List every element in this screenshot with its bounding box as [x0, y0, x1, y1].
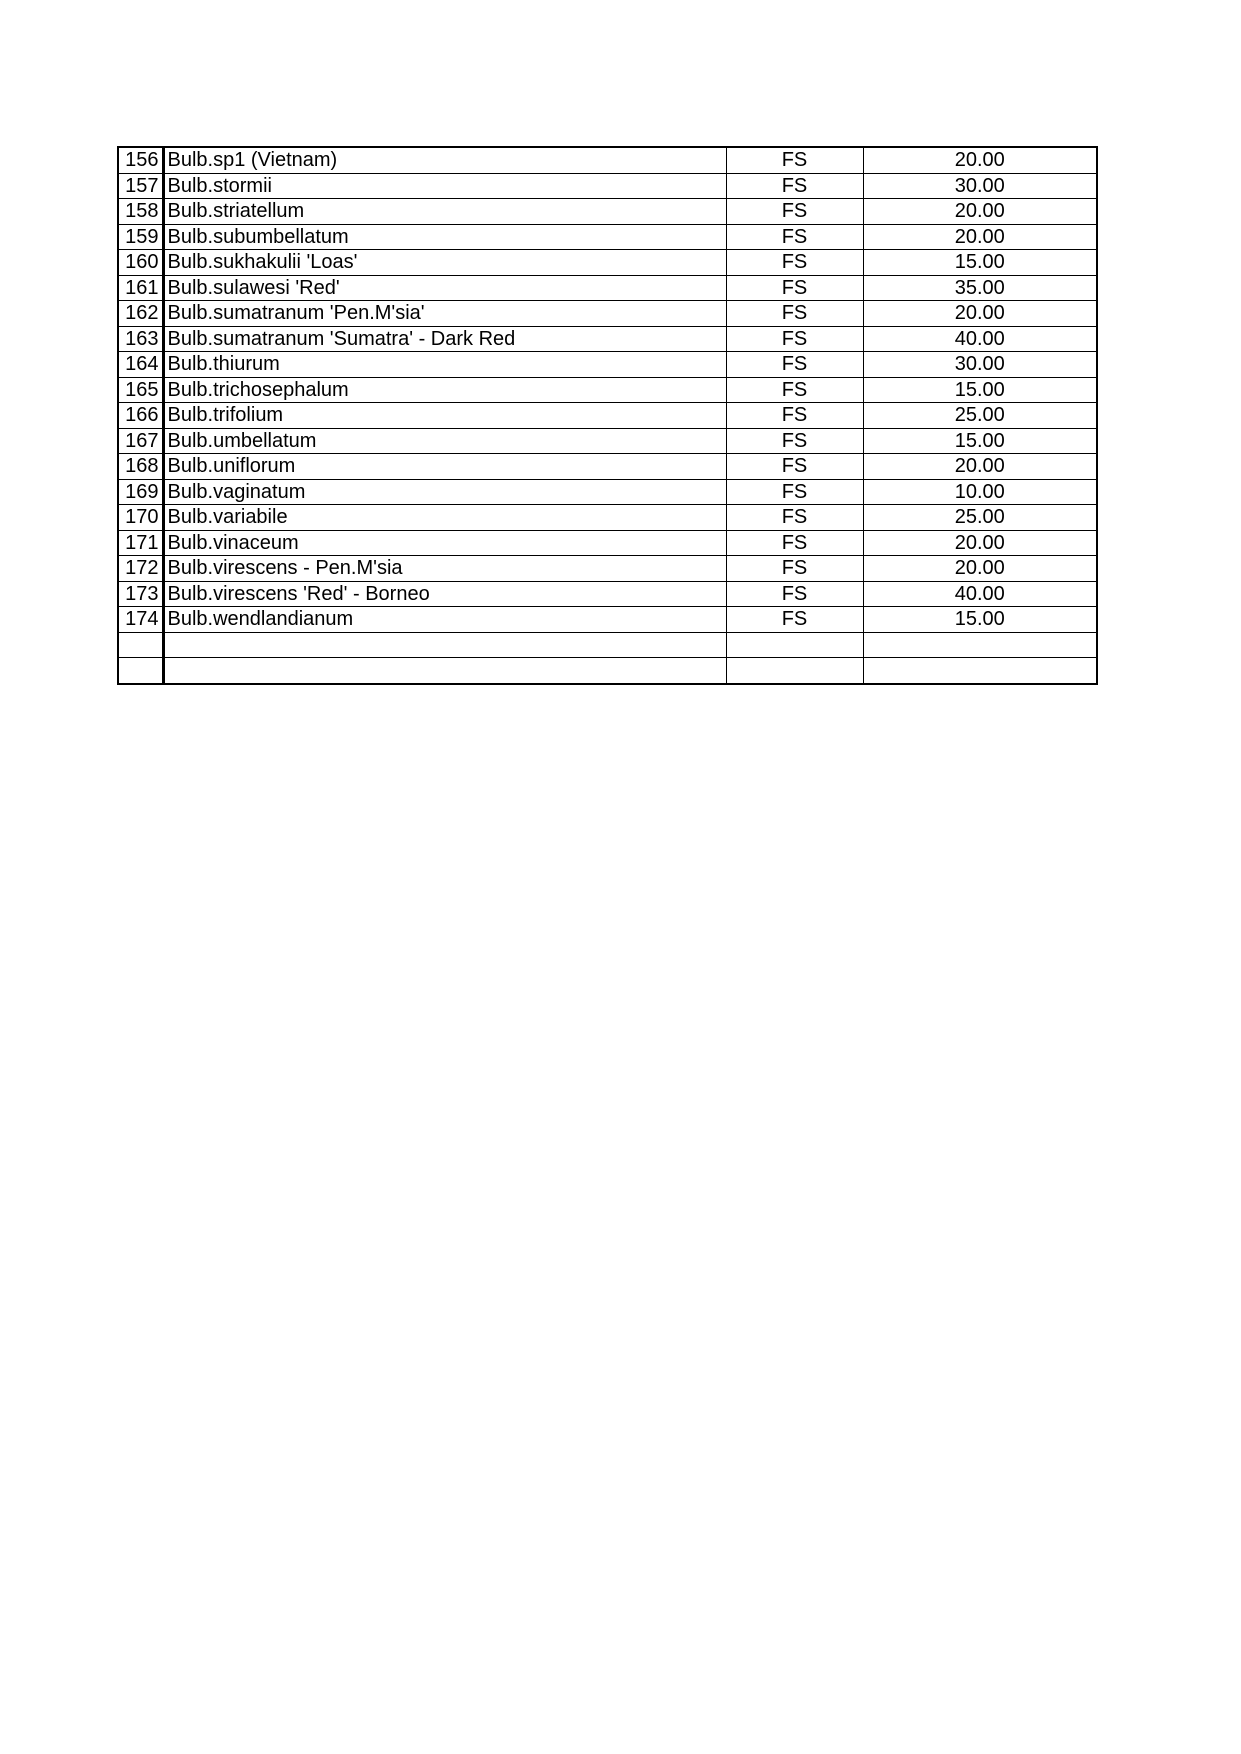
table-row [118, 147, 1097, 173]
species-name-cell: Bulb.thiurum [163, 352, 726, 378]
code-cell: FS [726, 173, 863, 199]
price-cell: 20.00 [863, 224, 1097, 250]
species-name-cell: Bulb.virescens 'Red' - Borneo [163, 581, 726, 607]
table-row [118, 530, 1097, 556]
price-cell: 25.00 [863, 505, 1097, 531]
table-row [118, 301, 1097, 327]
code-cell: FS [726, 301, 863, 327]
table-row [118, 454, 1097, 480]
row-number-cell: 173 [118, 581, 163, 607]
code-cell: FS [726, 275, 863, 301]
species-name-cell: Bulb.sp1 (Vietnam) [163, 147, 726, 173]
species-name-cell: Bulb.trichosephalum [163, 377, 726, 403]
price-cell: 30.00 [863, 352, 1097, 378]
row-number-cell: 163 [118, 326, 163, 352]
species-name-cell: Bulb.sukhakulii 'Loas' [163, 250, 726, 276]
species-name-cell: Bulb.sumatranum 'Sumatra' - Dark Red [163, 326, 726, 352]
price-list-body [118, 147, 1097, 684]
code-cell: FS [726, 581, 863, 607]
species-name-cell: Bulb.stormii [163, 173, 726, 199]
table-row [118, 250, 1097, 276]
table-row [118, 581, 1097, 607]
price-cell: 15.00 [863, 377, 1097, 403]
row-number-cell: 170 [118, 505, 163, 531]
price-cell: 20.00 [863, 147, 1097, 173]
species-name-cell: Bulb.sulawesi 'Red' [163, 275, 726, 301]
code-cell: FS [726, 352, 863, 378]
price-cell: 15.00 [863, 607, 1097, 633]
code-cell: FS [726, 326, 863, 352]
price-cell: 35.00 [863, 275, 1097, 301]
row-number-cell: 164 [118, 352, 163, 378]
price-cell: 15.00 [863, 250, 1097, 276]
price-cell: 30.00 [863, 173, 1097, 199]
table-row [118, 403, 1097, 429]
table-row [118, 658, 1097, 684]
table-row [118, 428, 1097, 454]
species-name-cell: Bulb.trifolium [163, 403, 726, 429]
code-cell: FS [726, 479, 863, 505]
table-row [118, 607, 1097, 633]
row-number-cell [118, 632, 163, 658]
species-name-cell: Bulb.subumbellatum [163, 224, 726, 250]
table-row [118, 352, 1097, 378]
price-cell: 40.00 [863, 326, 1097, 352]
table-row [118, 632, 1097, 658]
row-number-cell: 171 [118, 530, 163, 556]
species-name-cell: Bulb.variabile [163, 505, 726, 531]
price-cell: 10.00 [863, 479, 1097, 505]
row-number-cell [118, 658, 163, 684]
row-number-cell: 174 [118, 607, 163, 633]
code-cell: FS [726, 454, 863, 480]
code-cell: FS [726, 199, 863, 225]
row-number-cell: 167 [118, 428, 163, 454]
table-row [118, 479, 1097, 505]
species-name-cell [163, 632, 726, 658]
code-cell [726, 632, 863, 658]
code-cell: FS [726, 607, 863, 633]
price-cell: 25.00 [863, 403, 1097, 429]
table-row [118, 505, 1097, 531]
row-number-cell: 160 [118, 250, 163, 276]
price-list-table [117, 146, 1098, 685]
species-name-cell: Bulb.virescens - Pen.M'sia [163, 556, 726, 582]
row-number-cell: 157 [118, 173, 163, 199]
code-cell: FS [726, 403, 863, 429]
code-cell: FS [726, 428, 863, 454]
code-cell: FS [726, 377, 863, 403]
price-cell: 40.00 [863, 581, 1097, 607]
table-row [118, 556, 1097, 582]
species-name-cell: Bulb.wendlandianum [163, 607, 726, 633]
species-name-cell: Bulb.uniflorum [163, 454, 726, 480]
code-cell: FS [726, 505, 863, 531]
price-cell [863, 632, 1097, 658]
row-number-cell: 172 [118, 556, 163, 582]
price-cell [863, 658, 1097, 684]
species-name-cell: Bulb.striatellum [163, 199, 726, 225]
row-number-cell: 161 [118, 275, 163, 301]
row-number-cell: 166 [118, 403, 163, 429]
table-row [118, 173, 1097, 199]
table-row [118, 199, 1097, 225]
row-number-cell: 162 [118, 301, 163, 327]
species-name-cell: Bulb.umbellatum [163, 428, 726, 454]
price-cell: 15.00 [863, 428, 1097, 454]
species-name-cell: Bulb.vaginatum [163, 479, 726, 505]
table-row [118, 275, 1097, 301]
code-cell: FS [726, 250, 863, 276]
row-number-cell: 165 [118, 377, 163, 403]
table-row [118, 224, 1097, 250]
code-cell: FS [726, 224, 863, 250]
species-name-cell: Bulb.sumatranum 'Pen.M'sia' [163, 301, 726, 327]
code-cell: FS [726, 147, 863, 173]
table-row [118, 326, 1097, 352]
row-number-cell: 156 [118, 147, 163, 173]
row-number-cell: 168 [118, 454, 163, 480]
price-cell: 20.00 [863, 301, 1097, 327]
price-cell: 20.00 [863, 556, 1097, 582]
table-row [118, 377, 1097, 403]
row-number-cell: 158 [118, 199, 163, 225]
row-number-cell: 159 [118, 224, 163, 250]
price-cell: 20.00 [863, 530, 1097, 556]
code-cell: FS [726, 530, 863, 556]
code-cell: FS [726, 556, 863, 582]
species-name-cell: Bulb.vinaceum [163, 530, 726, 556]
price-cell: 20.00 [863, 199, 1097, 225]
code-cell [726, 658, 863, 684]
species-name-cell [163, 658, 726, 684]
row-number-cell: 169 [118, 479, 163, 505]
price-cell: 20.00 [863, 454, 1097, 480]
